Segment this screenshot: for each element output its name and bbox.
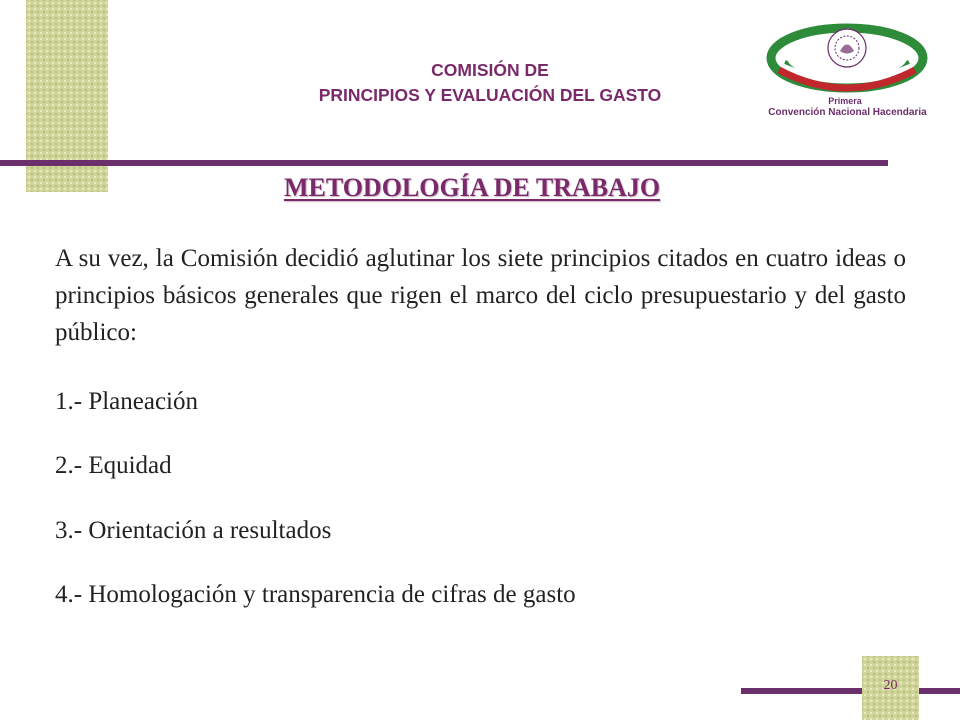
commission-title-line2: PRINCIPIOS Y EVALUACIÓN DEL GASTO (318, 85, 662, 105)
intro-paragraph: A su vez, la Comisión decidió aglutinar los siete principios citados en cuatro ideas o principios básicos generales que rigen el marco del ciclo presupuestario y del gasto público: (55, 245, 906, 346)
commission-title-line1: COMISIÓN DE (431, 60, 549, 80)
slide-number: 20 (883, 678, 898, 693)
list-item-homologacion: 4.- Homologación y transparencia de cifras de gasto (55, 581, 576, 608)
commission-title (150, 58, 830, 108)
logo-emblem-icon (765, 18, 935, 98)
list-item-equidad: 2.- Equidad (55, 452, 172, 479)
list-item-orientacion: 3.- Orientación a resultados (55, 517, 332, 544)
footer-divider-bar (741, 688, 960, 694)
logo-text-convention: Convención Nacional Hacendaria (768, 107, 927, 118)
list-item-planeacion: 1.- Planeación (55, 388, 199, 415)
header-divider-bar (0, 160, 888, 166)
section-title: METODOLOGÍA DE TRABAJO (283, 173, 661, 202)
convention-logo (765, 18, 945, 128)
logo-text-primera: Primera (828, 96, 862, 106)
